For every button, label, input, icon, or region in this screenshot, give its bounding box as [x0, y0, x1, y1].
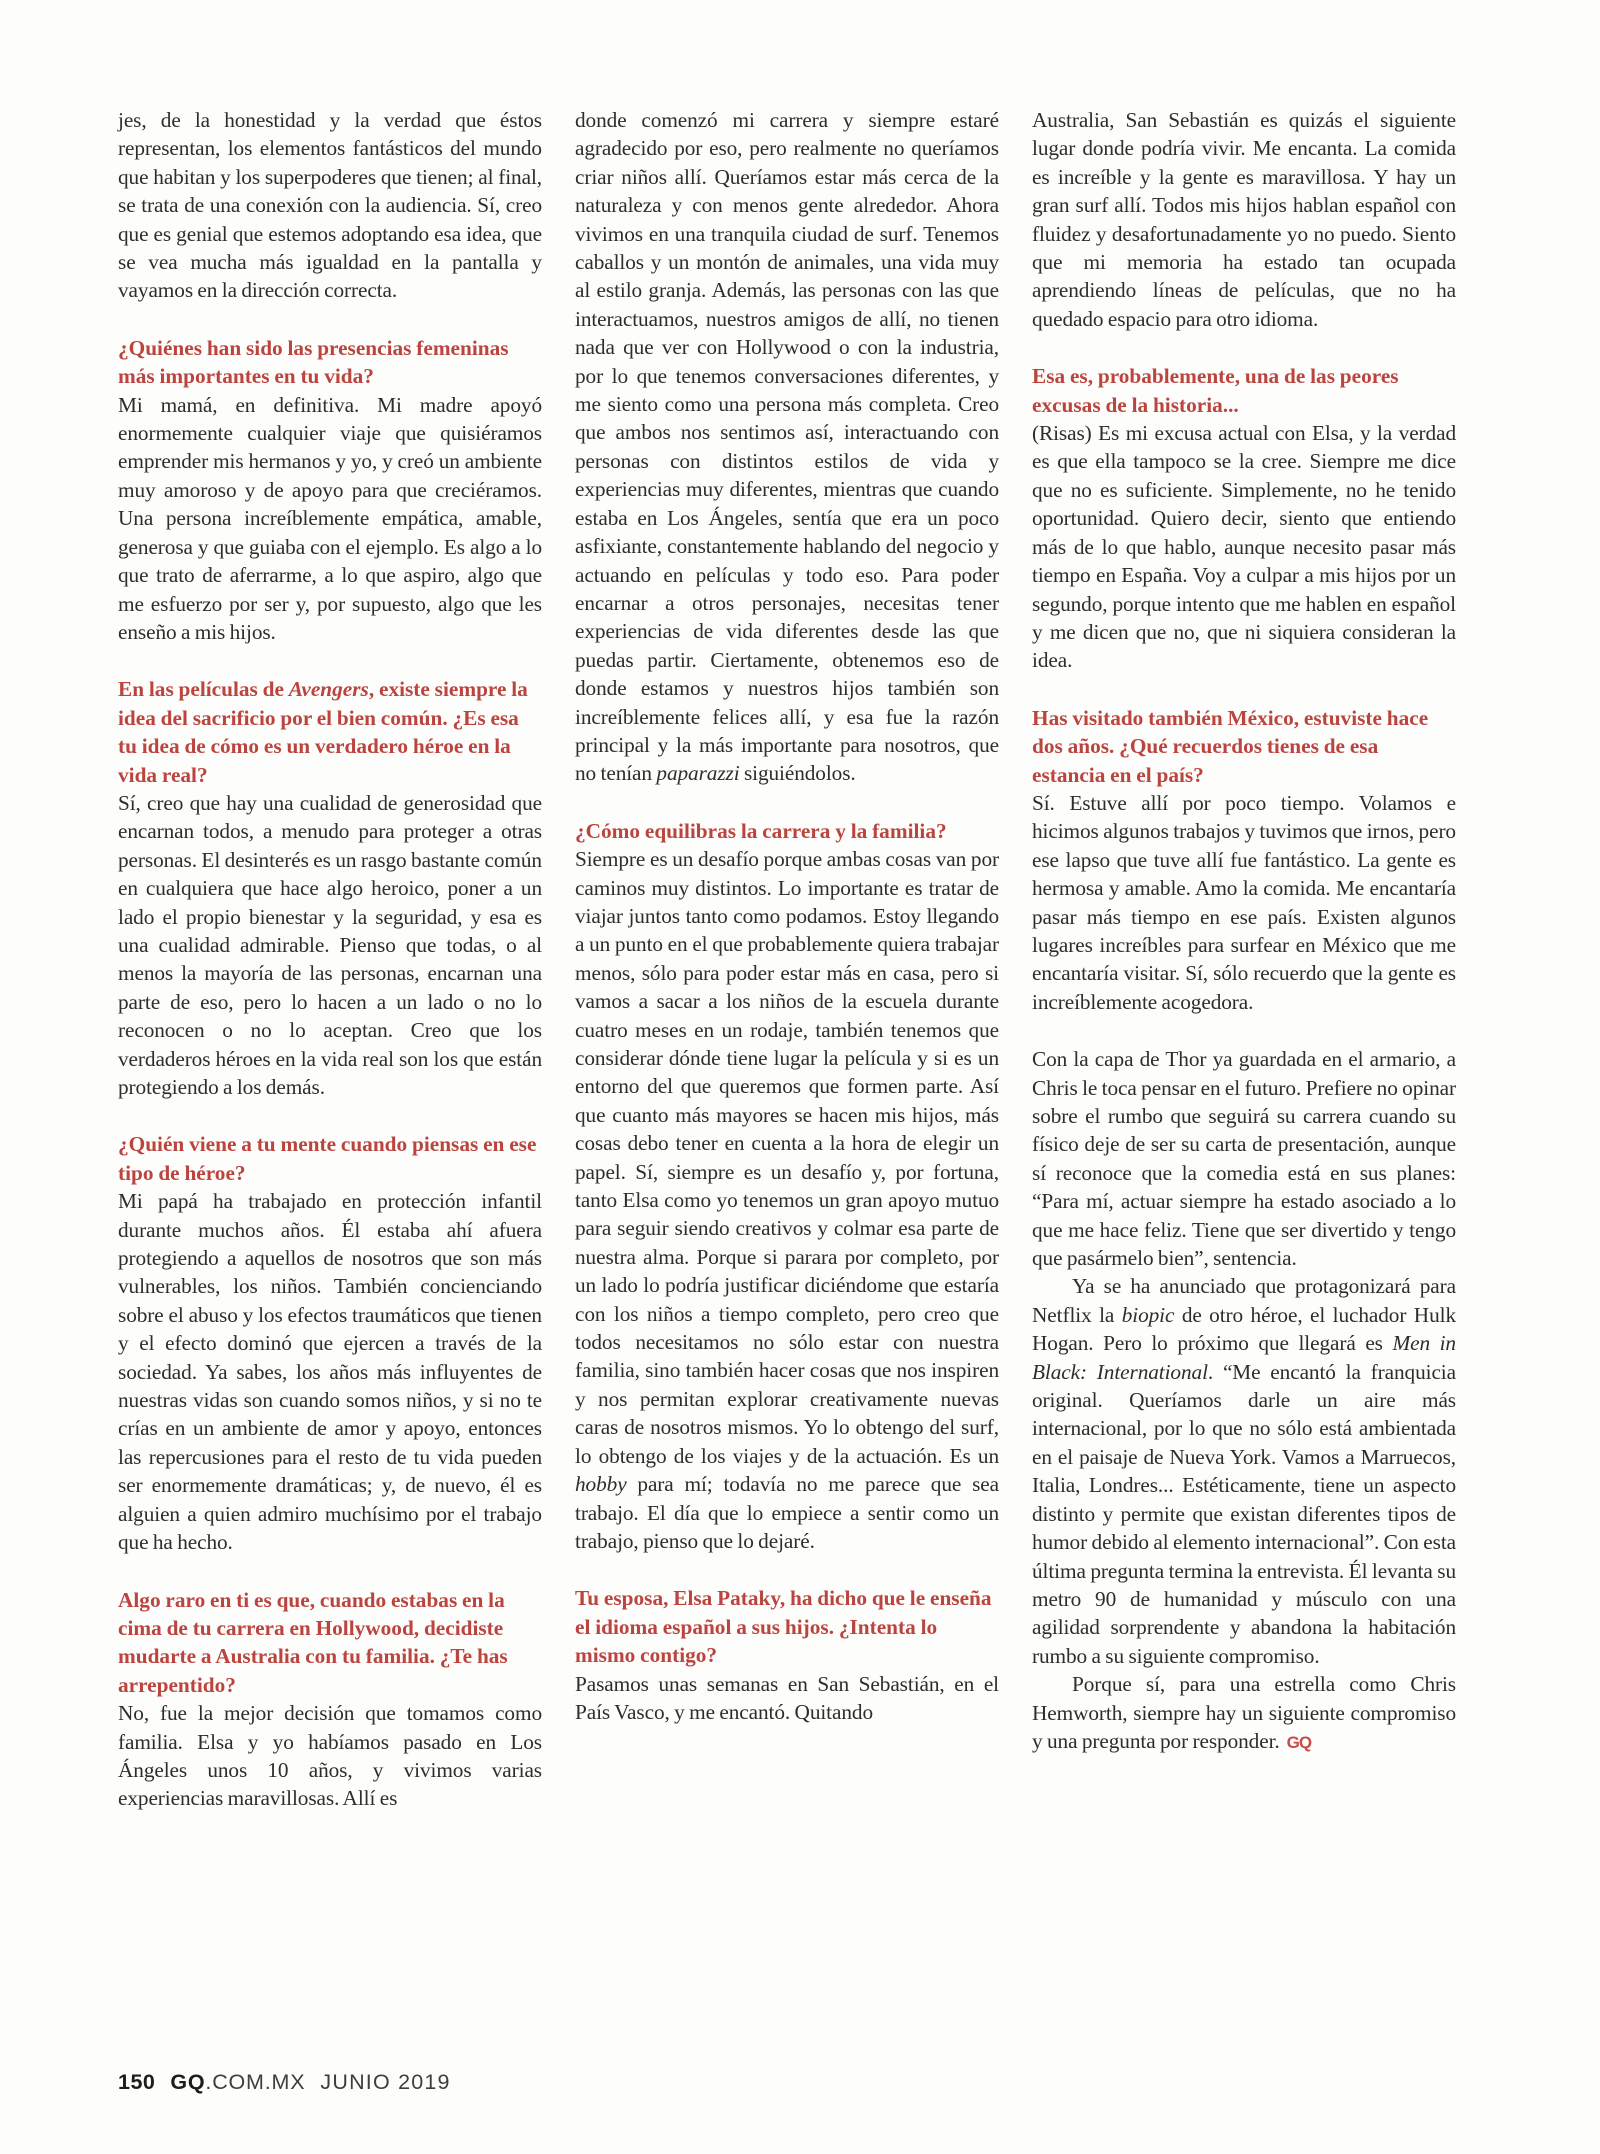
- article-paragraph: Siempre es un desafío porque ambas cosas van por caminos muy distintos. Lo importante es tratar de viajar juntos tanto como podamos. Estoy llegando a un punto en el que probablemente quiera trabajar menos, sólo para poder estar más en casa, pero si vamos a sacar a los niños de la escuela durante cuatro meses en un rodaje, también tenemos que considerar dónde tiene lugar la película y si es un entorno del que queremos que formen parte. Así que cuanto más mayores se hacen mis hijos, más cosas debo tener en cuenta a la hora de elegir un papel. Sí, siempre es un desafío y, por fortuna, tanto Elsa como yo tenemos un gran apoyo mutuo para seguir siendo creativos y colmar esa parte de nuestra alma. Porque si parara por completo, por un lado lo podría justificar diciéndome que estaría con los niños a tiempo completo, pero creo que todos necesitamos no sólo estar con nuestra familia, sino también hacer cosas que nos inspiren y nos permitan explorar creativamente nuevas caras de nosotros mismos. Yo lo obtengo del surf, lo obtengo de los viajes y de la actuación. Es un hobby para mí; todavía no me parece que sea trabajo. El día que lo empiece a sentir como un trabajo, pienso que lo dejaré.: [575, 847, 999, 1553]
- article-paragraph: jes, de la honestidad y la verdad que éstos representan, los elementos fantásticos del mundo que habitan y los superpoderes que tienen; al final, se trata de una conexión con la audiencia. Sí, creo que es genial que estemos adoptando esa idea, que se vea mucha más igualdad en la pantalla y vayamos en la dirección correcta.: [118, 108, 542, 303]
- interview-question: ¿Quiénes han sido las presencias femeninas más importantes en tu vida?: [118, 335, 509, 389]
- article-paragraph: Mi papá ha trabajado en protección infantil durante muchos años. Él estaba ahí afuera protegiendo a aquellos de nosotros que son más vulnerables, los niños. También concienciando sobre el abuso y los efectos traumáticos que tienen y el efecto dominó que ejercen a través de la sociedad. Ya sabes, los años más influyentes de nuestras vidas son cuando somos niños, y si no te crías en un ambiente de amor y apoyo, entonces las repercusiones para el resto de tu vida pueden ser enormemente dramáticas; y, de nuevo, él es alguien a quien admiro muchísimo por el trabajo que ha hecho.: [118, 1189, 542, 1555]
- interview-question: En las películas de Avengers, existe siempre la idea del sacrificio por el bien común. ¿Es esa tu idea de cómo es un verdadero héroe en la vida real?: [118, 677, 528, 787]
- gq-end-mark: GQ: [1286, 1732, 1312, 1752]
- article-paragraph: Ya se ha anunciado que protagonizará para Netflix la biopic de otro héroe, el luchador Hulk Hogan. Pero lo próximo que llegará es Men in Black: International. “Me encantó la franquicia original. Queríamos darle un aire más internacional, por lo que no sólo está ambientada en el paisaje de Nueva York. Vamos a Marruecos, Italia, Londres... Estéticamente, tiene un aspecto distinto y permite que existan diferentes tipos de humor debido al elemento internacional”. Con esta última pregunta termina la entrevista. Él levanta su metro 90 de humanidad y músculo con una agilidad sorprendente y abandona la habitación rumbo a su siguiente compromiso.: [1032, 1274, 1456, 1668]
- article-paragraph: donde comenzó mi carrera y siempre estaré agradecido por eso, pero realmente no queríamos criar niños allí. Queríamos estar más cerca de la naturaleza y con menos gente alrededor. Ahora vivimos en una tranquila ciudad de surf. Tenemos caballos y un montón de animales, una vida muy al estilo granja. Además, las personas con las que interactuamos, nuestros amigos de allí, no tienen nada que ver con Hollywood o con la industria, por lo que tenemos conversaciones diferentes, y me siento como una persona más completa. Creo que ambos nos sentimos así, interactuando con personas con distintos estilos de vida y experiencias muy diferentes, mientras que cuando estaba en Los Ángeles, sentía que era un poco asfixiante, constantemente hablando del negocio y actuando en películas y todo eso. Para poder encarnar a otros personajes, necesitas tener experiencias de vida diferentes desde las que puedas partir. Ciertamente, obtenemos eso de donde estamos y nuestros hijos también son increíblemente felices allí, y esa fue la razón principal y la más importante para nosotros, que no tenían paparazzi siguiéndolos.: [575, 108, 999, 786]
- article-paragraph: No, fue la mejor decisión que tomamos como familia. Elsa y yo habíamos pasado en Los Ángeles unos 10 años, y vivimos varias experiencias maravillosas. Allí es: [118, 1701, 542, 1811]
- article-paragraph: (Risas) Es mi excusa actual con Elsa, y la verdad es que ella tampoco se la cree. Siempre me dice que no es suficiente. Simplemente, no he tenido oportunidad. Quiero decir, siento que entiendo más de lo que hablo, aunque necesito pasar más tiempo en España. Voy a culpar a mis hijos por un segundo, porque intento que me hablen en español y me dicen que no, que ni siquiera consideran la idea.: [1032, 421, 1456, 673]
- text-column-3: [1032, 106, 1456, 1757]
- interview-question: Tu esposa, Elsa Pataky, ha dicho que le enseña el idioma español a sus hijos. ¿Intenta lo mismo contigo?: [575, 1586, 992, 1668]
- interview-question: Has visitado también México, estuviste hace dos años. ¿Qué recuerdos tienes de esa estancia en el país?: [1032, 705, 1429, 787]
- article-paragraph: Sí. Estuve allí por poco tiempo. Volamos e hicimos algunos trabajos y tuvimos que irnos, pero ese lapso que tuve allí fue fantástico. La gente es hermosa y amable. Amo la comida. Me encantaría pasar más tiempo en ese país. Existen algunos lugares increíbles para surfear en México que me encantaría visitar. Sí, sólo recuerdo que la gente es increíblemente acogedora.: [1032, 790, 1456, 1014]
- interview-question: ¿Quién viene a tu mente cuando piensas en ese tipo de héroe?: [118, 1132, 537, 1185]
- text-column-1: [118, 106, 542, 1813]
- page-footer: [118, 2070, 451, 2095]
- article-paragraph: Porque sí, para una estrella como Chris Hemworth, siempre hay un siguiente compromiso y una pregunta por responder. GQ: [1032, 1672, 1456, 1753]
- article-paragraph: Sí, creo que hay una cualidad de generosidad que encarnan todos, a menudo para proteger a otras personas. El desinterés es un rasgo bastante común en cualquiera que hace algo heroico, poner a un lado el propio bienestar y la seguridad, y esa es una cualidad admirable. Pienso que todas, o al menos la mayoría de las personas, encarnan una parte de eso, pero lo hacen a un lado o no lo reconocen o no lo aceptan. Creo que los verdaderos héroes en la vida real son los que están protegiendo a los demás.: [118, 790, 542, 1099]
- article-paragraph: Mi mamá, en definitiva. Mi madre apoyó enormemente cualquier viaje que quisiéramos emprender mis hermanos y yo, y creó un ambiente muy amoroso y de apoyo para que creciéramos. Una persona increíblemente empática, amable, generosa y que guiaba con el ejemplo. Es algo a lo que trato de aferrarme, a lo que aspiro, algo que me esfuerzo por ser y, por supuesto, algo que les enseño a mis hijos.: [118, 392, 542, 644]
- interview-question: ¿Cómo equilibras la carrera y la familia?: [575, 818, 947, 843]
- article-paragraph: Con la capa de Thor ya guardada en el armario, a Chris le toca pensar en el futuro. Prefiere no opinar sobre el rumbo que seguirá su carrera cuando su físico deje de ser su carta de presentación, aunque sí reconoce que la comedia está en sus planes: “Para mí, actuar siempre ha estado asociado a lo que me hace feliz. Tiene que ser divertido y tengo que pasármelo bien”, sentencia.: [1032, 1047, 1456, 1271]
- article-paragraph: Pasamos unas semanas en San Sebastián, en el País Vasco, y me encantó. Quitando: [575, 1671, 999, 1724]
- footer-site: [170, 2070, 305, 2095]
- interview-question: Esa es, probablemente, una de las peores excusas de la historia...: [1032, 364, 1399, 417]
- footer-issue-date: JUNIO 2019: [320, 2070, 451, 2094]
- footer-brand: GQ: [170, 2070, 206, 2094]
- page-number: 150: [118, 2070, 156, 2094]
- article-paragraph: Australia, San Sebastián es quizás el siguiente lugar donde podría vivir. Me encanta. La comida es increíble y la gente es maravillosa. Y hay un gran surf allí. Todos mis hijos hablan español con fluidez y desafortunadamente yo no puedo. Siento que mi memoria ha estado tan ocupada aprendiendo líneas de películas, que no ha quedado espacio para otro idioma.: [1032, 108, 1456, 331]
- interview-question: Algo raro en ti es que, cuando estabas en la cima de tu carrera en Hollywood, decidiste mudarte a Australia con tu familia. ¿Te has arrepentido?: [118, 1587, 508, 1697]
- footer-domain: .COM.MX: [205, 2070, 306, 2094]
- text-column-2: [575, 106, 999, 1726]
